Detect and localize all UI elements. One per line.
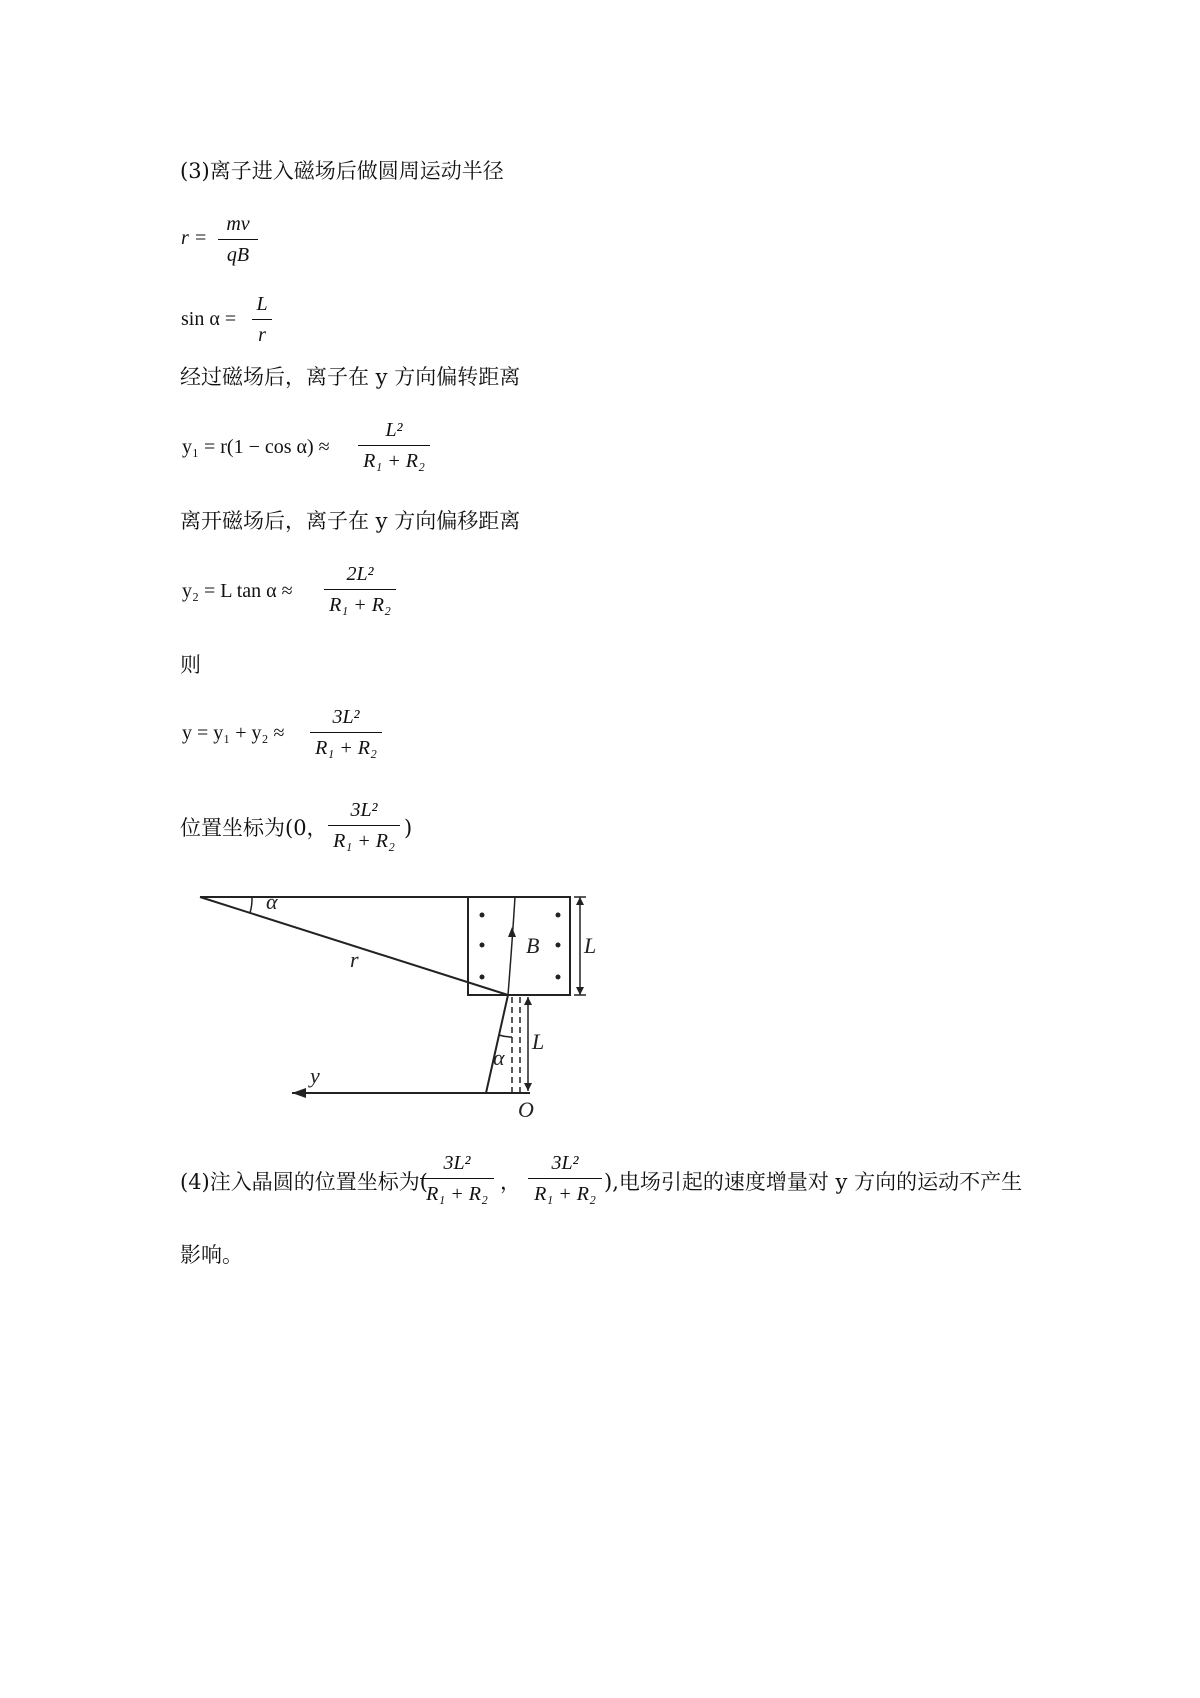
coord-suffix: ) [404,816,413,840]
coord-fraction [328,798,400,853]
y1-denominator: R₁ + R₂ [363,450,425,472]
y-numerator: 3L² [332,706,360,728]
y2-fraction [324,562,396,617]
part4-comma: ， [500,1170,521,1194]
y-fraction [310,705,382,760]
part4-fraction-1 [420,1151,494,1206]
trajectory-arc [508,897,515,995]
y1-numerator: L² [385,419,403,441]
part4-suffix: ),电场引起的速度增量对 y 方向的运动不产生 [604,1170,1023,1194]
part4-prefix: (4)注入晶圆的位置坐标为( [180,1170,428,1194]
part4-fraction-2 [528,1151,602,1206]
label-r: r [350,947,359,972]
part4-numerator-1: 3L² [443,1152,471,1174]
label-L-lower: L [532,1029,545,1054]
coord-prefix: 位置坐标为(0， [180,816,328,840]
y1-lhs: y₁ = r(1 − cos α) ≈ [182,436,330,458]
radius-denominator: qB [226,244,250,266]
sin-lhs: sin α = [181,308,237,330]
radius-numerator: mv [226,213,250,235]
field-dots [480,913,561,980]
sin-fraction [252,292,272,347]
y2-denominator: R₁ + R₂ [329,594,391,616]
part4-denominator-2: R₁ + R₂ [534,1183,596,1205]
alpha-arc-top [250,897,252,913]
coord-numerator: 3L² [350,799,378,821]
y2-numerator: 2L² [346,563,374,585]
deflected-path [486,995,508,1093]
text-after-field: 离开磁场后，离子在 y 方向偏移距离 [180,509,521,533]
label-O: O [518,1097,534,1122]
label-L-right: L [584,933,597,958]
then-label: 则 [180,653,201,677]
y-axis-arrow [292,1088,306,1098]
radius-line [200,897,508,995]
alpha-arc-lower [499,1035,512,1037]
magnetic-field-diagram [190,885,610,1125]
sin-denominator: r [258,324,266,346]
label-alpha-top: α [266,889,278,914]
y2-lhs: y₂ = L tan α ≈ [182,580,293,602]
part4-numerator-2: 3L² [551,1152,579,1174]
radius-lhs: r = [181,227,208,249]
y-denominator: R₁ + R₂ [315,737,377,759]
label-y: y [310,1063,320,1088]
radius-fraction [218,212,258,267]
part3-heading: (3)离子进入磁场后做圆周运动半径 [180,159,504,183]
y-lhs: y = y₁ + y₂ ≈ [182,722,285,744]
part4-line2: 影响。 [180,1243,243,1267]
coord-denominator: R₁ + R₂ [333,830,395,852]
label-B: B [526,933,540,958]
y1-fraction [358,418,430,473]
label-alpha-lower: α [493,1045,505,1070]
text-in-field: 经过磁场后，离子在 y 方向偏转距离 [180,365,521,389]
trajectory-arrow [508,927,516,937]
sin-numerator: L [256,293,268,315]
part4-denominator-1: R₁ + R₂ [426,1183,488,1205]
